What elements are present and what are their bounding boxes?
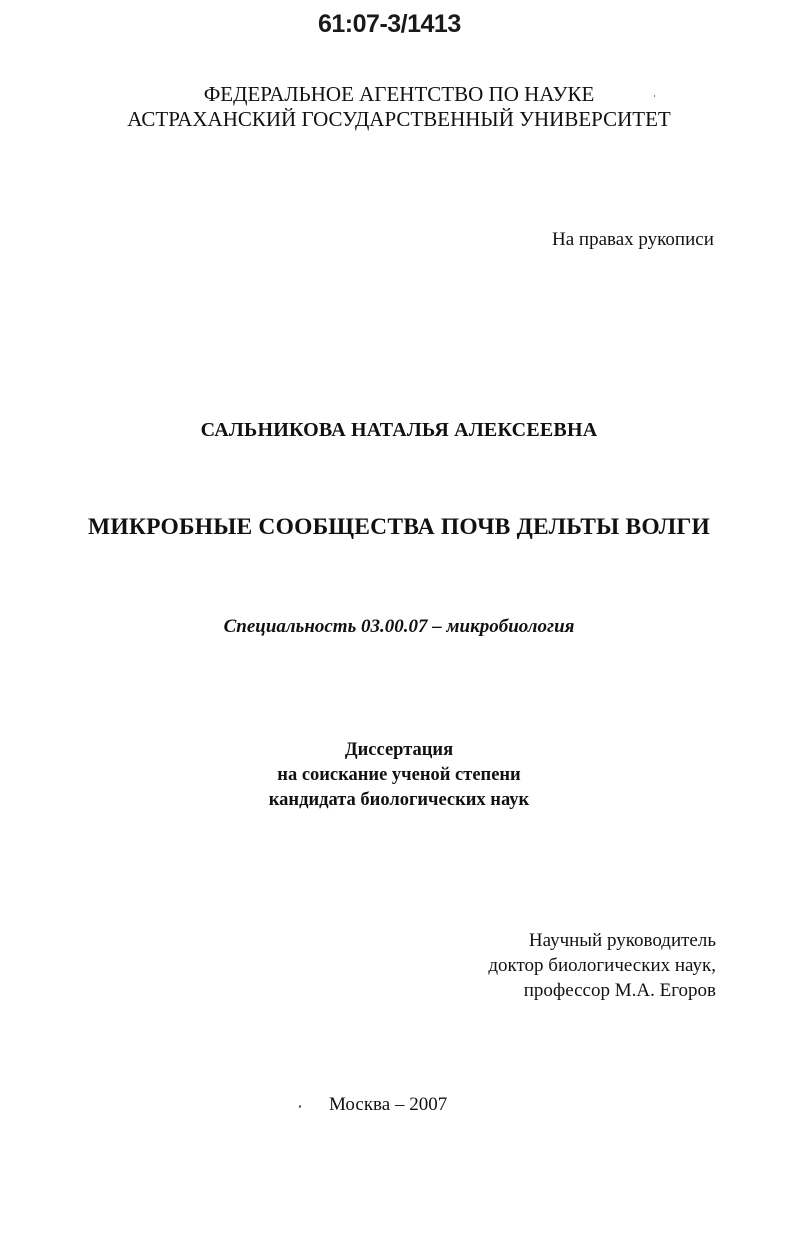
city-year: Москва – 2007 [329,1094,448,1115]
degree-line-1: Диссертация [344,740,454,760]
scan-speck [298,1105,301,1109]
scan-speck-2 [654,95,655,97]
agency-name: ФЕДЕРАЛЬНОЕ АГЕНТСТВО ПО НАУКЕ [203,82,595,106]
degree-line-3: кандидата биологических наук [268,790,530,810]
supervisor-role: Научный руководитель [528,930,716,951]
university-name: АСТРАХАНСКИЙ ГОСУДАРСТВЕННЫЙ УНИВЕРСИТЕТ [127,107,671,131]
manuscript-rights-note: На правах рукописи [552,229,714,250]
dissertation-title: МИКРОБНЫЕ СООБЩЕСТВА ПОЧВ ДЕЛЬТЫ ВОЛГИ [88,514,710,540]
supervisor-name: профессор М.А. Егоров [523,980,716,1001]
archive-stamp-number: 61:07-3/1413 [318,10,461,38]
degree-line-2: на соискание ученой степени [277,765,521,785]
institution-header [0,82,798,132]
author-name: САЛЬНИКОВА НАТАЛЬЯ АЛЕКСЕЕВНА [200,419,598,441]
supervisor-block [470,928,716,1003]
degree-statement [0,738,798,813]
supervisor-degree: доктор биологических наук, [488,955,716,976]
specialty-line: Специальность 03.00.07 – микробиология [223,616,575,637]
